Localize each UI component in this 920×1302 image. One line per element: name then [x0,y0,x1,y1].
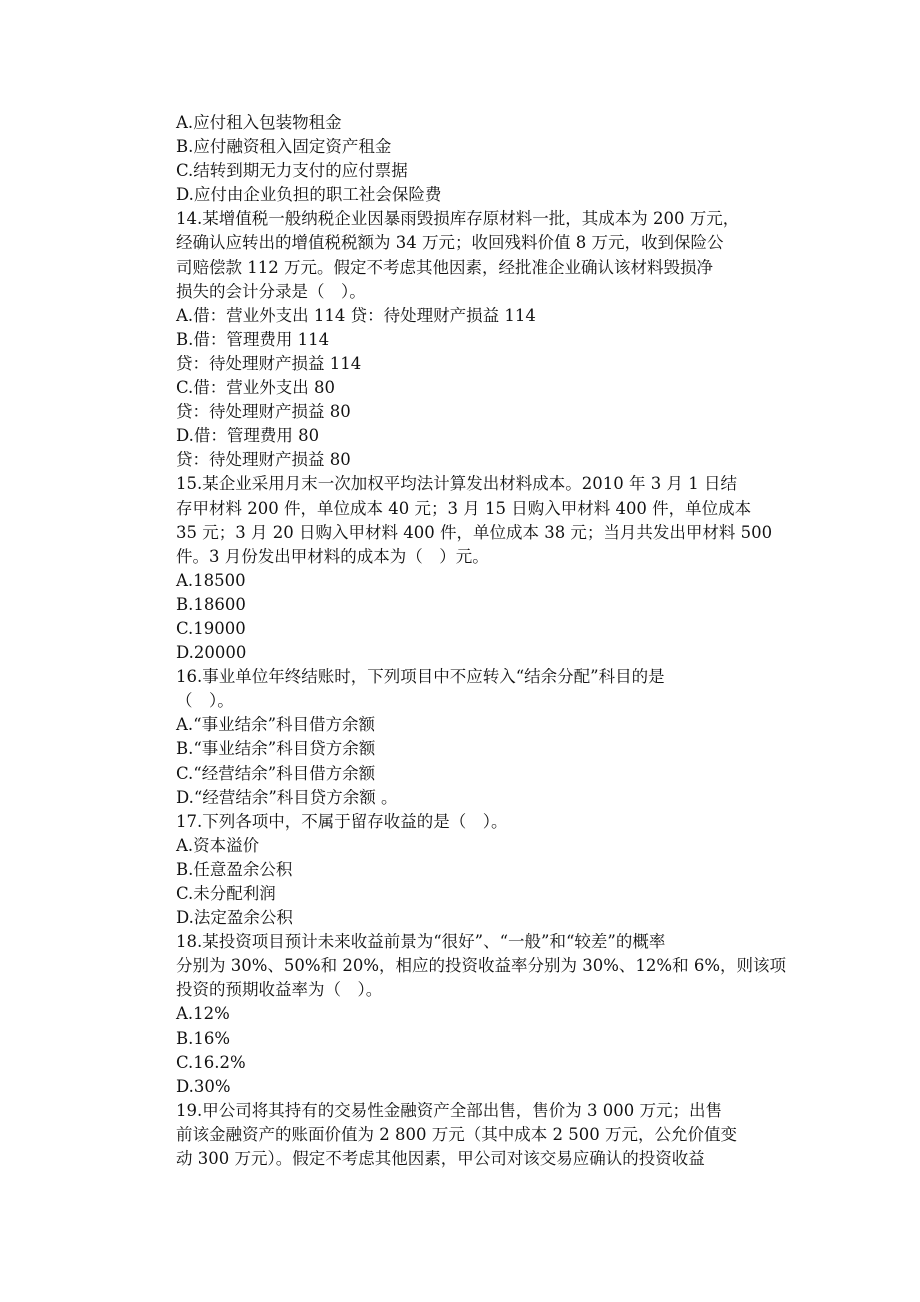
q18-option-c: C.16.2% [176,1052,246,1072]
q18-stem-line: 分别为 30%、50%和 20%，相应的投资收益率分别为 30%、12%和 6%，则该项 [176,956,787,976]
q16-stem-line: 16.事业单位年终结账时，下列项目中不应转入“结余分配”科目的是 [176,667,665,687]
q17-option-d: D.法定盈余公积 [176,908,293,928]
q14-stem-line: 司赔偿款 112 万元。假定不考虑其他因素，经批准企业确认该材料毁损净 [176,257,713,277]
q14-option-a: A.借：营业外支出 114 贷：待处理财产损益 114 [176,305,536,325]
q16-option-a: A.“事业结余”科目借方余额 [176,715,376,735]
q13-option-c: C.结转到期无力支付的应付票据 [176,161,408,181]
q16-option-d: D.“经营结余”科目贷方余额 。 [176,787,398,807]
q18-stem-line: 投资的预期收益率为（ ）。 [176,980,383,1000]
q15-option-a: A.18500 [176,570,246,590]
q14-option-d-credit: 贷：待处理财产损益 80 [176,450,351,470]
q19-stem-line: 前该金融资产的账面价值为 2 800 万元（其中成本 2 500 万元，公允价值变 [176,1124,737,1144]
q13-option-d: D.应付由企业负担的职工社会保险费 [176,185,442,205]
q17-option-c: C.未分配利润 [176,884,276,903]
q15-stem-line: 件。3 月份发出甲材料的成本为（ ）元。 [176,546,489,566]
q15-stem-line: 存甲材料 200 件，单位成本 40 元；3 月 15 日购入甲材料 400 件，单位成本 [176,498,752,518]
q14-stem-line: 14.某增值税一般纳税企业因暴雨毁损库存原材料一批，其成本为 200 万元， [176,209,740,229]
q13-option-b: B.应付融资租入固定资产租金 [176,137,392,157]
q19-stem-line: 19.甲公司将其持有的交易性金融资产全部出售，售价为 3 000 万元；出售 [176,1100,722,1120]
q18-option-b: B.16% [176,1028,231,1048]
q15-option-d: D.20000 [176,643,247,663]
q14-option-d: D.借：管理费用 80 [176,426,320,446]
q16-option-c: C.“经营结余”科目借方余额 [176,763,376,783]
q18-option-a: A.12% [176,1004,230,1024]
q14-stem-line: 损失的会计分录是（ ）。 [176,281,366,301]
q15-stem-line: 15.某企业采用月末一次加权平均法计算发出材料成本。2010 年 3 月 1 日结 [176,474,737,494]
q14-option-c-credit: 贷：待处理财产损益 80 [176,402,351,422]
q15-option-c: C.19000 [176,618,246,638]
q16-option-b: B.“事业结余”科目贷方余额 [176,739,376,759]
q14-option-c: C.借：营业外支出 80 [176,378,336,398]
q14-option-b-credit: 贷：待处理财产损益 114 [176,353,362,373]
q17-stem-line: 17.下列各项中，不属于留存收益的是（ ）。 [176,811,508,831]
q14-stem-line: 经确认应转出的增值税税额为 34 万元；收回残料价值 8 万元，收到保险公 [176,233,724,253]
question-list [176,111,786,1171]
q17-option-b: B.任意盈余公积 [176,859,293,879]
q18-option-d: D.30% [176,1076,231,1096]
q18-stem-line: 18.某投资项目预计未来收益前景为“很好”、“一般”和“较差”的概率 [176,932,666,952]
q14-option-b: B.借：管理费用 114 [176,329,330,349]
q17-option-a: A.资本溢价 [176,835,260,855]
q13-option-a: A.应付租入包装物租金 [176,113,342,132]
q15-stem-line: 35 元；3 月 20 日购入甲材料 400 件，单位成本 38 元；当月共发出甲材料 500 [176,522,773,542]
q16-stem-line: （ ）。 [176,691,234,711]
q15-option-b: B.18600 [176,594,246,614]
q19-stem-line: 动 300 万元）。假定不考虑其他因素，甲公司对该交易应确认的投资收益 [176,1149,705,1169]
